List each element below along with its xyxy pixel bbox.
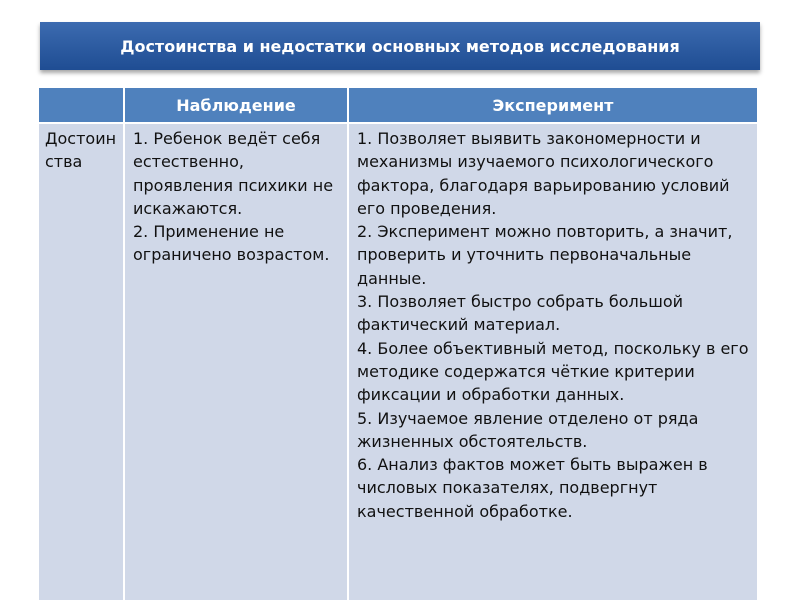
experiment-item: 5. Изучаемое явление отделено от ряда жизненных обстоятельств. (357, 408, 699, 451)
comparison-table (39, 88, 757, 600)
experiment-item: 2. Эксперимент можно повторить, а значит, проверить и уточнить первоначальные данные. (357, 222, 733, 288)
experiment-item: 4. Более объективный метод, поскольку в его методике содержатся чёткие критерии фиксации и обработки данных. (357, 338, 749, 405)
observation-item: 1. Ребенок ведёт себя естественно, проявления психики не искажаются. (133, 129, 334, 218)
observation-cell (125, 124, 349, 600)
slide-title: Достоинства и недостатки основных методов исследования (40, 22, 760, 70)
experiment-item: 3. Позволяет быстро собрать большой фактический материал. (357, 292, 684, 335)
experiment-item: 6. Анализ фактов может быть выражен в числовых показателях, подвергнут качественной обработке. (357, 455, 708, 521)
observation-item: 2. Применение не ограничено возрастом. (133, 222, 330, 265)
header-observation: Наблюдение (125, 88, 349, 124)
header-experiment: Эксперимент (349, 88, 757, 124)
experiment-cell (349, 124, 757, 600)
header-empty (39, 88, 125, 124)
row-label-advantages: Достоинства (39, 124, 125, 600)
experiment-item: 1. Позволяет выявить закономерности и механизмы изучаемого психологического фактора, благодаря варьированию условий его проведения. (357, 129, 730, 218)
